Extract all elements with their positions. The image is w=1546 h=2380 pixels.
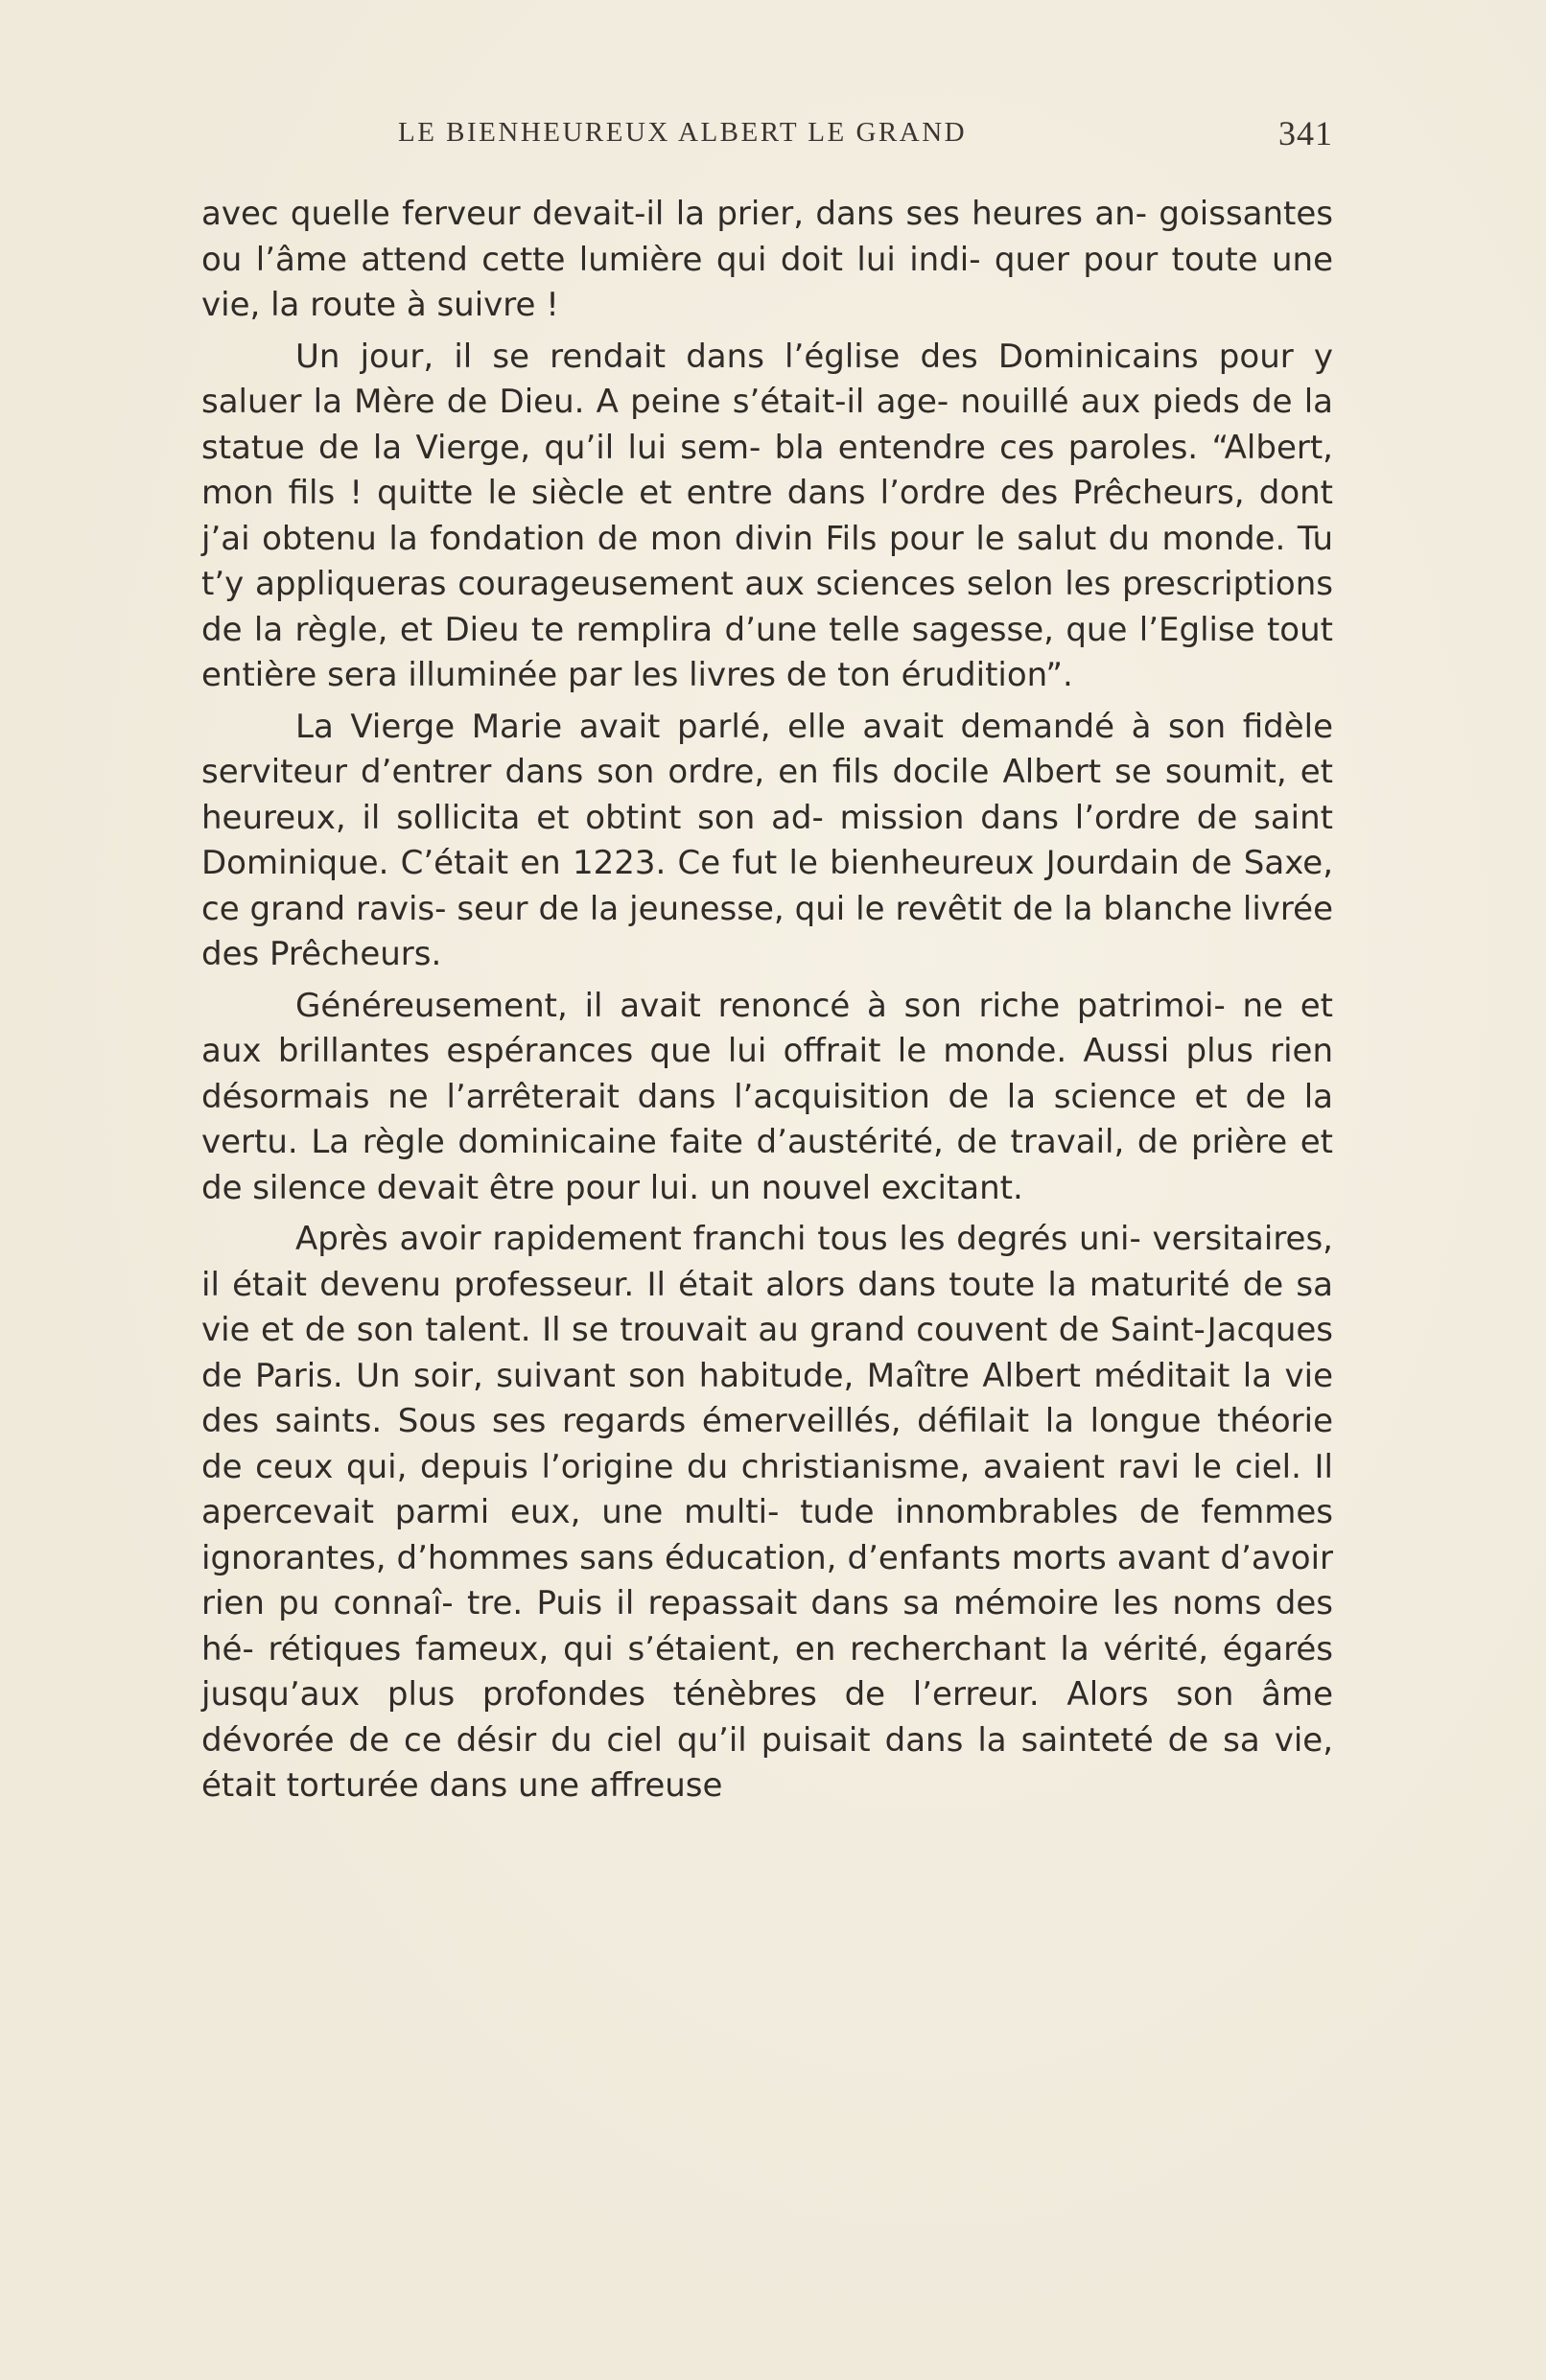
paragraph: Après avoir rapidement franchi tous les degrés uni- versitaires, il était devenu professeur. Il était alors dans toute la maturité de sa vie et de son talent. Il se trouvait au grand couvent de Saint-Jacques de Paris. Un soir, suivant son habitude, Maître Albert méditait la vie des saints. Sous ses regards émerveillés, défilait la longue théorie de ceux qui, depuis l’origine du christianisme, avaient ravi le ciel. Il apercevait parmi eux, une multi- tude innombrables de femmes ignorantes, d’hommes sans éducation, d’enfants morts avant d’avoir rien pu connaî- tre. Puis il repassait dans sa mémoire les noms des hé- rétiques fameux, qui s’étaient, en recherchant la vérité, égarés jusqu’aux plus profondes ténèbres de l’erreur. Alors son âme dévorée de ce désir du ciel qu’il puisait dans la sainteté de sa vie, était torturée dans une affreuse [201,1220,1333,1805]
running-title: LE BIENHEUREUX ALBERT LE GRAND [398,117,968,148]
body-text [201,192,1333,1815]
paragraph: avec quelle ferveur devait-il la prier, dans ses heures an- goissantes ou l’âme attend cette lumière qui doit lui indi- quer pour toute une vie, la route à suivre ! [201,195,1333,324]
page-header [201,113,1333,171]
paragraph: Un jour, il se rendait dans l’église des Dominicains pour y saluer la Mère de Dieu. A peine s’était-il age- nouillé aux pieds de la statue de la Vierge, qu’il lui sem- bla entendre ces paroles. “Albert, mon fils ! quitte le siècle et entre dans l’ordre des Prêcheurs, dont j’ai obtenu la fondation de mon divin Fils pour le salut du monde. Tu t’y appliqueras courageusement aux sciences selon les prescriptions de la règle, et Dieu te remplira d’une telle sagesse, que l’Eglise tout entière sera illuminée par les livres de ton érudition”. [201,337,1333,694]
paragraph: La Vierge Marie avait parlé, elle avait demandé à son fidèle serviteur d’entrer dans son ordre, en fils docile Albert se soumit, et heureux, il sollicita et obtint son ad- mission dans l’ordre de saint Dominique. C’était en 1223. Ce fut le bienheureux Jourdain de Saxe, ce grand ravis- seur de la jeunesse, qui le revêtit de la blanche livrée des Prêcheurs. [201,707,1333,973]
page-number: 341 [1278,114,1333,152]
paragraph: Généreusement, il avait renoncé à son riche patrimoi- ne et aux brillantes espérances que lui offrait le monde. Aussi plus rien désormais ne l’arrêterait dans l’acquisition de la science et de la vertu. La règle dominicaine faite d’austérité, de travail, de prière et de silence devait être pour lui. un nouvel excitant. [201,986,1333,1207]
